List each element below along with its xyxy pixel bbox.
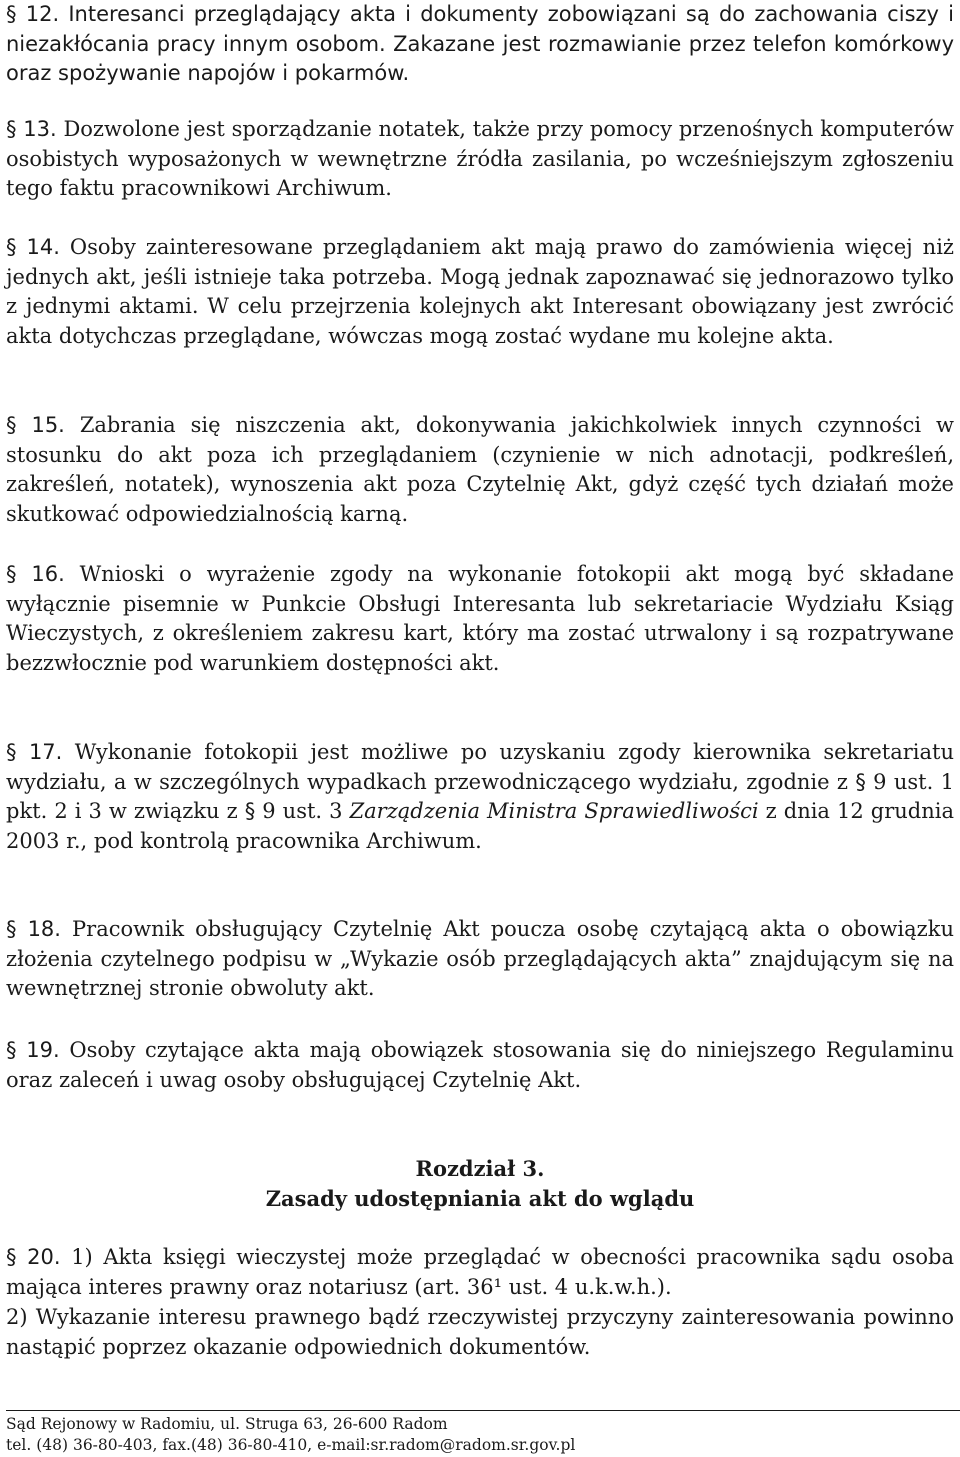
paragraph-15 [6, 411, 954, 529]
paragraph-number: 16. [31, 562, 65, 586]
paragraph-text: z dnia 12 grudnia 2003 r., pod kontrolą pracownika Archiwum. [6, 799, 954, 853]
paragraph-number: 19. [26, 1038, 60, 1062]
paragraph-text: Wykonanie fotokopii jest możliwe po uzyskaniu zgody kierownika sekretariatu wydziału, a w szczególnych wypadkach przewodniczącego wydziału, zgodnie z [6, 740, 954, 794]
section-symbol: § [6, 917, 17, 941]
footer-address: Sąd Rejonowy w Radomiu, ul. Struga 63, 26-600 Radom [6, 1415, 448, 1433]
paragraph-number: 17. [28, 740, 63, 764]
section-symbol: § [6, 1245, 17, 1269]
paragraph-16 [6, 560, 954, 678]
paragraph-text: Osoby czytające akta mają obowiązek stosowania się do niniejszego Regulaminu oraz zaleceń i uwag osoby obsługującej Czytelnię Akt. [6, 1038, 954, 1092]
paragraph-number: 18. [27, 917, 61, 941]
paragraph-20-point-2 [6, 1303, 954, 1362]
paragraph-19 [6, 1036, 954, 1095]
paragraph-number: 14. [26, 235, 60, 259]
section-symbol: § [6, 740, 17, 764]
chapter-subtitle: Zasady udostępniania akt do wglądu [265, 1186, 695, 1211]
paragraph-13 [6, 115, 954, 204]
section-symbol: § [855, 769, 866, 794]
footer-contact: tel. (48) 36-80-403, fax.(48) 36-80-410, e-mail:sr.radom@radom.sr.gov.pl [6, 1436, 576, 1454]
section-symbol: § [6, 235, 17, 259]
paragraph-20 [6, 1243, 954, 1302]
paragraph-text: Dozwolone jest sporządzanie notatek, także przy pomocy przenośnych komputerów osobistych wyposażonych w wewnętrzne źródła zasilania, po wcześniejszym zgłoszeniu tego faktu pracownikowi Archiwum. [6, 117, 954, 201]
section-symbol: § [6, 562, 17, 586]
regulation-title: Zarządzenia Ministra Sprawiedliwości [349, 799, 759, 824]
paragraph-number: 20. [27, 1245, 61, 1269]
paragraph-number: 13. [23, 117, 57, 141]
paragraph-12 [6, 0, 954, 89]
section-symbol: § [244, 799, 256, 824]
paragraph-text: Wnioski o wyrażenie zgody na wykonanie fotokopii akt mogą być składane wyłącznie pisemnie w Punkcie Obsługi Interesanta lub sekretariacie Wydziału Ksiąg Wieczystych, z określeniem zakresu kart, który ma zostać utrwalony i są rozpatrywane bezzwłocznie pod warunkiem dostępności akt. [6, 562, 954, 675]
paragraph-number: 12. [25, 2, 60, 26]
paragraph-text: Pracownik obsługujący Czytelnię Akt poucza osobę czytającą akta o obowiązku złożenia czytelnego podpisu w „Wykazie osób przeglądających akta” znajdującym się na wewnętrznej stronie obwoluty akt. [6, 917, 954, 1001]
paragraph-text: Interesanci przeglądający akta i dokumenty zobowiązani są do zachowania ciszy i niezakłócania pracy innym osobom. Zakazane jest rozmawianie przez telefon komórkowy oraz spożywanie napojów i pokarmów. [6, 2, 954, 86]
paragraph-14 [6, 233, 954, 351]
section-symbol: § [6, 117, 17, 141]
paragraph-number: 15. [31, 413, 65, 437]
paragraph-18 [6, 915, 954, 1004]
section-symbol: § [6, 2, 17, 26]
section-symbol: § [6, 1038, 17, 1062]
paragraph-17 [6, 738, 954, 856]
paragraph-text: 9 ust. 3 [262, 799, 343, 824]
paragraph-point-2: 2) Wykazanie interesu prawnego bądź rzeczywistej przyczyny zainteresowania powinno nastąpić poprzez okazanie odpowiednich dokumentów. [6, 1305, 954, 1359]
paragraph-point-1: 1) Akta księgi wieczystej może przeglądać w obecności pracownika sądu osoba mająca interes prawny oraz notariusz (art. 36¹ ust. 4 u.k.w.h.). [6, 1245, 954, 1299]
section-symbol: § [6, 413, 17, 437]
footer-divider [6, 1410, 960, 1411]
chapter-title: Rozdział 3. [415, 1156, 545, 1181]
paragraph-text: Zabrania się niszczenia akt, dokonywania jakichkolwiek innych czynności w stosunku do akt poza ich przeglądaniem (czynienie w nich adnotacji, podkreśleń, zakreśleń, notatek), wynoszenia akt poza Czytelnię Akt, gdyż część tych działań może skutkować odpowiedzialnością karną. [6, 413, 954, 526]
paragraph-text: Osoby zainteresowane przeglądaniem akt mają prawo do zamówienia więcej niż jednych akt, jeśli istnieje taka potrzeba. Mogą jednak zapoznawać się jednorazowo tylko z jednymi aktami. W celu przejrzenia kolejnych akt Interesant obowiązany jest zwrócić akta dotychczas przeglądane, wówczas mogą zostać wydane mu kolejne akta. [6, 235, 954, 348]
paragraph-text: 9 ust. 1 pkt. 2 i 3 w związku z [6, 769, 954, 824]
